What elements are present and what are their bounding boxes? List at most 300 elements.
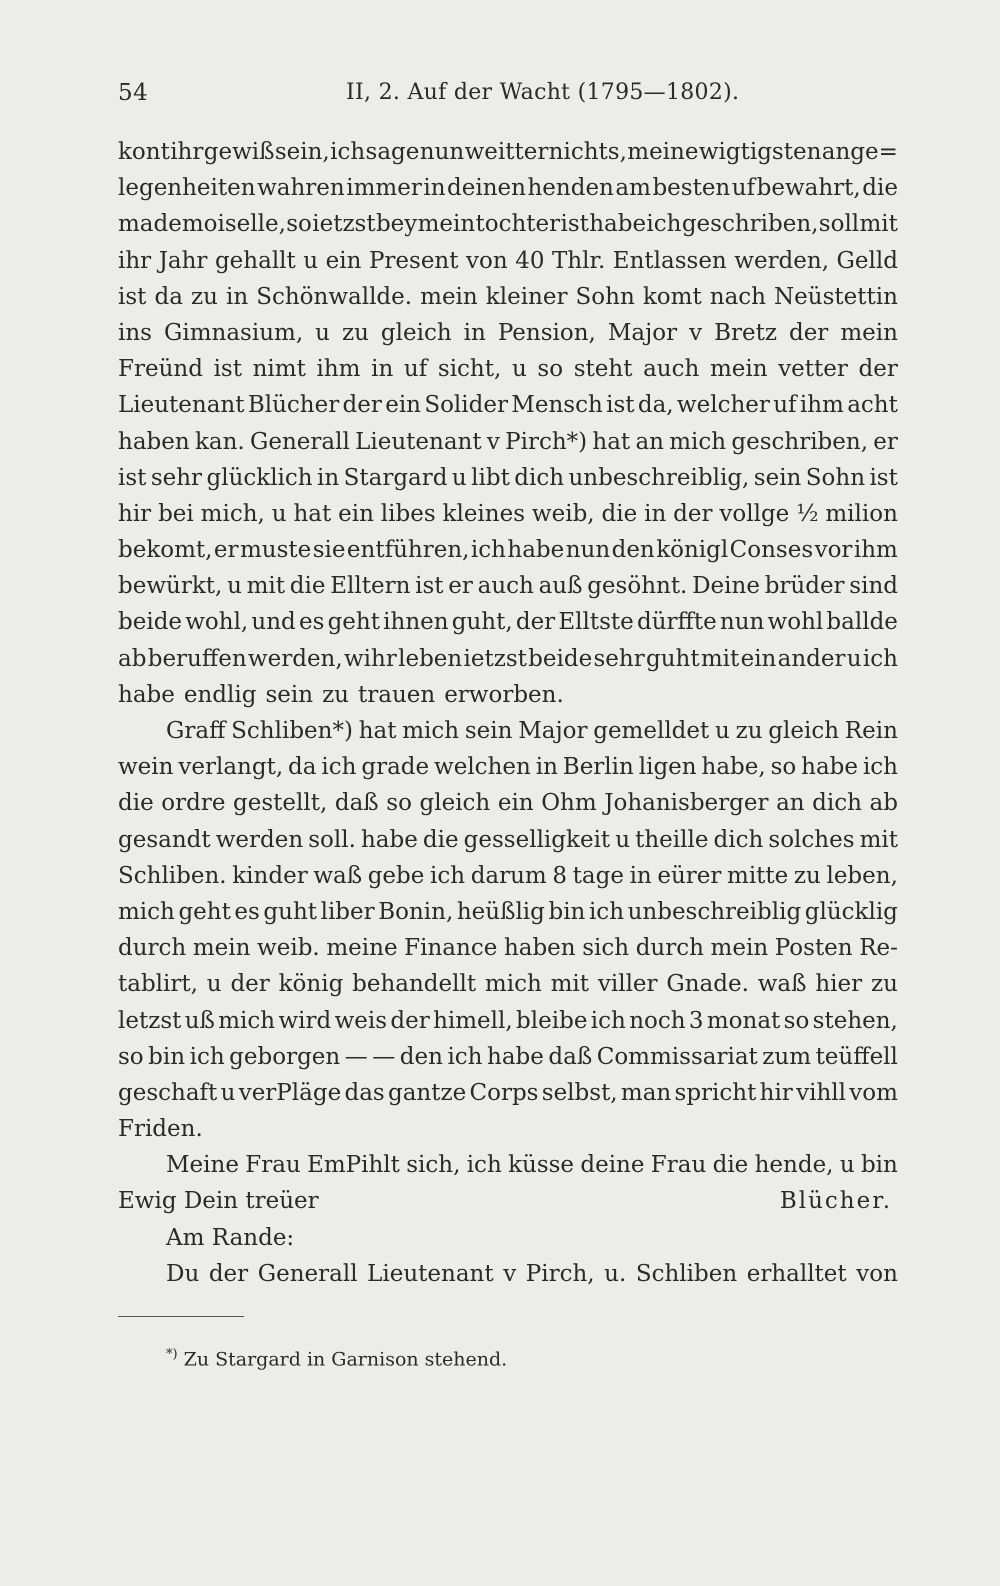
word: nach [709, 283, 766, 310]
word: u [271, 500, 287, 527]
body-text [118, 134, 898, 1292]
word: ab [869, 790, 898, 817]
word: kleines [442, 500, 526, 527]
word: sein, [274, 139, 330, 165]
word: auß [538, 573, 583, 600]
word: sein [265, 681, 314, 708]
word: immer [346, 175, 422, 202]
word: zu [341, 319, 369, 346]
word: bei [158, 500, 194, 527]
word: die [289, 573, 326, 600]
word: Generall [250, 428, 350, 455]
word: steht [573, 356, 633, 383]
text-line [118, 749, 898, 785]
word: ich [588, 898, 625, 925]
text-line [118, 1111, 898, 1147]
word: mit [859, 211, 898, 238]
word: Blücher [247, 392, 340, 419]
word: Pirch*) [505, 428, 588, 455]
word: u [715, 718, 730, 744]
text-line [118, 1075, 898, 1111]
word: gewiß [203, 139, 275, 165]
word: ich [646, 211, 682, 238]
word: guht [646, 645, 700, 672]
word: entführen, [346, 537, 470, 564]
text-line [118, 822, 898, 858]
word: Pirch, [525, 1260, 595, 1287]
text-line [118, 243, 898, 279]
word: u [615, 826, 631, 853]
word: haben [503, 935, 576, 962]
word: u [839, 1152, 855, 1179]
word: von [856, 1260, 898, 1287]
footnote [166, 1340, 507, 1374]
word: wein [118, 754, 174, 781]
word: durch [635, 935, 704, 962]
word: sehr [150, 464, 203, 491]
word: tochter [475, 211, 561, 238]
word: mit [550, 971, 590, 998]
signature: Blücher. [779, 1188, 892, 1215]
word: küsse [508, 1152, 575, 1179]
word: sie [312, 537, 346, 564]
word: ich [330, 139, 366, 165]
word: nimt [252, 356, 306, 383]
word: der [788, 319, 829, 346]
text-line [118, 532, 898, 568]
word: es [298, 609, 325, 636]
text-line [118, 387, 898, 423]
word: ist [869, 464, 898, 491]
word: ein [740, 645, 777, 672]
word: Frau [245, 1152, 301, 1179]
word: er [448, 573, 473, 600]
word: habe [507, 537, 565, 564]
word: waß [757, 971, 807, 998]
word: auch [643, 356, 700, 383]
word: werden, [247, 645, 343, 672]
text-line [118, 496, 898, 532]
word: zum [762, 1043, 812, 1070]
word: weis [334, 1007, 388, 1034]
word: habe, [701, 754, 766, 781]
word: mit [700, 645, 740, 672]
word: Sohn [575, 283, 635, 310]
word: der [673, 500, 713, 527]
word: Conses [729, 537, 814, 564]
word: meine [627, 139, 699, 165]
word: Schliben [635, 1260, 738, 1287]
word: ihnen [383, 609, 449, 636]
word: wird [278, 1007, 332, 1034]
word: guht [263, 898, 318, 925]
word: ins [118, 319, 152, 346]
word: Schliben*) [231, 718, 353, 744]
word: gantze [388, 1079, 467, 1106]
word: geht [178, 898, 231, 925]
word: ich [862, 645, 898, 672]
footnote-rule [118, 1316, 244, 1317]
word: man [620, 1079, 672, 1106]
word: u [220, 1079, 236, 1106]
margin-note-label-text: Am Rande: [166, 1224, 295, 1251]
word: Corps [469, 1079, 539, 1106]
word: u [206, 971, 222, 998]
word: ietzst [463, 645, 527, 672]
word: eürer [657, 862, 722, 889]
word: habe [801, 754, 859, 781]
word: sein [464, 718, 513, 744]
text-line [118, 713, 898, 749]
word: in [629, 862, 652, 889]
word: sind [849, 573, 898, 600]
text-line [118, 206, 898, 242]
word: vollge [719, 500, 790, 527]
word: spricht [674, 1079, 757, 1106]
word: ihr [118, 247, 152, 274]
word: ein [338, 500, 374, 527]
word: mit [246, 573, 286, 600]
text-line [118, 930, 898, 966]
margin-note-line [118, 1256, 898, 1292]
word: ich [189, 1043, 225, 1070]
word: so [537, 356, 564, 383]
word: könig [278, 971, 344, 998]
word: Solider [424, 392, 508, 419]
word: gleich [380, 319, 452, 346]
word: mein [710, 935, 769, 962]
text-line [118, 858, 898, 894]
word: bin [860, 1152, 898, 1179]
word: heüßlig [456, 898, 545, 925]
word: Re- [859, 935, 898, 962]
word: soll [818, 211, 860, 238]
body-lines [118, 134, 898, 1183]
word: ist [560, 211, 589, 238]
word: habe [118, 681, 175, 708]
word: milion [825, 500, 898, 527]
word: mein [192, 935, 251, 962]
word: bey [375, 211, 418, 238]
word: Finance [404, 935, 498, 962]
word: die [422, 826, 459, 853]
word: die [118, 790, 154, 817]
word: bleibe [516, 1007, 588, 1034]
word: hat [592, 428, 631, 455]
word: bin [548, 898, 586, 925]
word: muste [239, 537, 312, 564]
word: gebe [367, 862, 425, 889]
word: Gimnasium, [163, 319, 304, 346]
word: an [635, 428, 664, 455]
word: geht [327, 609, 380, 636]
word: ist [118, 464, 147, 491]
word: wohl, [185, 609, 249, 636]
word: geborgen [229, 1043, 341, 1070]
word: beide [528, 645, 593, 672]
word: werden, [734, 247, 830, 274]
word: u [511, 356, 527, 383]
word: Johanisberger [604, 790, 769, 817]
word: sehr [593, 645, 645, 672]
word: Lieutenant [355, 428, 482, 455]
word: der [390, 1007, 430, 1034]
word: Posten [774, 935, 853, 962]
word: ein [385, 392, 421, 419]
word: letzst [118, 1007, 182, 1034]
text-line [118, 641, 898, 677]
text-line [118, 315, 898, 351]
word: ist [213, 356, 242, 383]
word: haben [118, 428, 190, 455]
word: u. [604, 1260, 627, 1287]
word: geschriben, [681, 211, 819, 238]
word: henden [527, 175, 614, 202]
word: königl [656, 537, 729, 564]
word: monat [706, 1007, 781, 1034]
word: ich [470, 537, 506, 564]
word: gesandt [118, 826, 211, 853]
word: uß [184, 1007, 215, 1034]
word: bewahrt, [756, 175, 861, 202]
word: Ohm [541, 790, 597, 817]
word: uf [773, 392, 797, 419]
word: mich [669, 428, 727, 455]
text-line [118, 1003, 898, 1039]
word: bin [148, 1043, 186, 1070]
word: Elltste [558, 609, 634, 636]
word: Frau [650, 1152, 707, 1179]
word: hende, [754, 1152, 834, 1179]
word: die [712, 1152, 749, 1179]
word: Pension, [497, 319, 596, 346]
word: Thlr. [551, 247, 606, 274]
word: erhalltet [746, 1260, 847, 1287]
word: hir [759, 1079, 793, 1106]
word: verPläge [238, 1079, 342, 1106]
word: mein [709, 356, 768, 383]
word: darum [470, 862, 547, 889]
word: wigtigsten [698, 139, 822, 165]
text-line [118, 966, 898, 1002]
word: nichts, [548, 139, 627, 165]
word: himell, [433, 1007, 513, 1034]
word: ab [118, 645, 147, 672]
word: habe [589, 211, 647, 238]
word: wohl [767, 609, 824, 636]
word: 3 [688, 1007, 704, 1034]
word: der [230, 971, 270, 998]
word: in [463, 319, 486, 346]
word: zu [870, 971, 898, 998]
word: vetter [778, 356, 848, 383]
word: hat [358, 718, 397, 744]
word: so [770, 754, 797, 781]
word: vihll [796, 1079, 846, 1106]
word: den [611, 537, 655, 564]
word: Commissariat [596, 1043, 758, 1070]
word: solches [768, 826, 855, 853]
word: deine [580, 1152, 645, 1179]
word: kleiner [485, 283, 568, 310]
text-line [118, 677, 898, 713]
word: dich [713, 826, 764, 853]
word: brüder [764, 573, 845, 600]
word: mich, [200, 500, 265, 527]
word: daß [334, 790, 379, 817]
word: — [344, 1043, 368, 1070]
word: ligen [638, 754, 697, 781]
word: sich [582, 935, 630, 962]
word: dich [514, 464, 565, 491]
word: gestellt, [233, 790, 328, 817]
word: Berlin [562, 754, 634, 781]
word: der [208, 1260, 249, 1287]
word: nun [719, 609, 765, 636]
word: da, [637, 392, 674, 419]
word: theille [635, 826, 709, 853]
word: ietzst [312, 211, 376, 238]
word: beide [118, 609, 183, 636]
word: ich [590, 1007, 626, 1034]
word: grade [361, 754, 430, 781]
word: weitter [464, 139, 549, 165]
word: 8 [552, 862, 568, 889]
text-line [118, 1147, 898, 1183]
word: Rein [844, 718, 898, 744]
word: ½ [796, 500, 819, 527]
word: v [689, 319, 703, 346]
word: verlangt, [178, 754, 284, 781]
word: Meine [166, 1152, 239, 1179]
word: in [535, 754, 558, 781]
word: Stargard [343, 464, 448, 491]
word: tage [572, 862, 624, 889]
word: dürffte [636, 609, 717, 636]
word: ihr [170, 139, 204, 165]
word: uf [731, 175, 756, 202]
word: zu [735, 718, 763, 744]
word: Bonin, [378, 898, 454, 925]
word: so [386, 790, 412, 817]
word: u [227, 573, 242, 600]
word: ich [447, 1043, 483, 1070]
word: u [846, 645, 862, 672]
word: da [154, 283, 183, 310]
word: zu [190, 283, 218, 310]
word: daß [548, 1043, 593, 1070]
text-line [118, 170, 898, 206]
footnote-text: Zu Stargard in Garnison stehend. [183, 1348, 508, 1371]
word: geschaft [118, 1079, 218, 1106]
word: viller [597, 971, 658, 998]
word: Present [368, 247, 459, 274]
word: in [371, 356, 394, 383]
word: — [372, 1043, 396, 1070]
word: Gelld [836, 247, 898, 274]
word: er [213, 537, 239, 564]
text-line [118, 568, 898, 604]
word: weib. [257, 935, 320, 962]
word: durch [118, 935, 187, 962]
word: Elltern [330, 573, 411, 600]
text-line [118, 894, 898, 930]
word: in [644, 500, 667, 527]
word: ange= [821, 139, 898, 165]
word: vom [849, 1079, 898, 1106]
word: geschriben, [731, 428, 869, 455]
word: den [399, 1043, 443, 1070]
word: mich [118, 898, 175, 925]
word: habe [487, 1043, 544, 1070]
word: leben, [826, 862, 898, 889]
word: sage [365, 139, 420, 165]
word: kont [118, 139, 170, 165]
word: unbeschreiblig, [568, 464, 750, 491]
word: und [251, 609, 296, 636]
word: Neüstettin [774, 283, 898, 310]
word: Lieutenant [367, 1260, 494, 1287]
word: erworben. [444, 681, 564, 708]
word: Bretz [714, 319, 777, 346]
word: ordre [161, 790, 226, 817]
word: EmPihlt [307, 1152, 400, 1179]
word: sein [753, 464, 802, 491]
word: am [615, 175, 651, 202]
word: Friden. [118, 1116, 203, 1143]
word: Mensch [511, 392, 603, 419]
word: mein [417, 211, 476, 238]
word: Schönwallde. [256, 283, 413, 310]
word: Generall [257, 1260, 358, 1287]
margin-note-label [118, 1220, 898, 1256]
word: acht [847, 392, 898, 419]
word: endlig [183, 681, 257, 708]
word: v [486, 428, 500, 455]
word: die [601, 500, 638, 527]
word: waß [313, 862, 363, 889]
word: ballde [826, 609, 898, 636]
word: ihm [316, 356, 361, 383]
word: Jahr [158, 247, 208, 274]
word: Lieutenant [118, 392, 245, 419]
word: mich [402, 718, 460, 744]
word: so [783, 1007, 810, 1034]
word: welcher [676, 392, 770, 419]
word: trauen [358, 681, 436, 708]
word: besten [652, 175, 731, 202]
word: Entlassen [612, 247, 727, 274]
word: komt [642, 283, 702, 310]
word: nun [419, 139, 465, 165]
word: deinen [447, 175, 526, 202]
word: in [317, 464, 340, 491]
word: mich [484, 971, 542, 998]
word: mein [840, 319, 898, 346]
word: es [234, 898, 260, 925]
word: mit [859, 826, 898, 853]
footnote-marker: *) [166, 1347, 178, 1362]
word: bekomt, [118, 537, 213, 564]
word: legenheiten [118, 175, 256, 202]
word: die [862, 175, 898, 202]
word: Graff [166, 718, 226, 744]
word: gesselligkeit [463, 826, 611, 853]
word: dich [812, 790, 862, 817]
text-line [118, 351, 898, 387]
word: ist [415, 573, 444, 600]
word: ich [466, 1152, 502, 1179]
